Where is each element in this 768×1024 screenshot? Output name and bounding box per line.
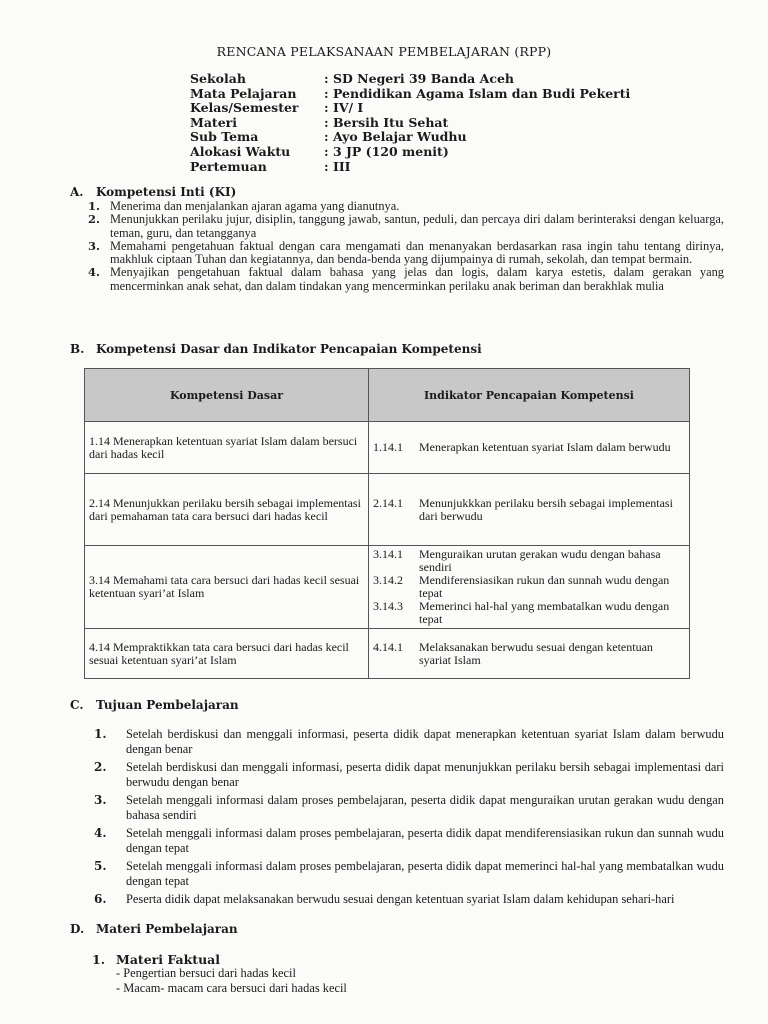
list-item	[94, 760, 724, 790]
list-item	[82, 240, 724, 267]
indicator-cell	[369, 629, 690, 679]
section-letter: A.	[70, 185, 84, 199]
identity-label: Kelas/Semester	[190, 100, 299, 116]
objectives-list	[94, 727, 724, 910]
section-b-heading	[70, 342, 482, 356]
indicator-code: 3.14.2	[373, 573, 403, 587]
document-title: RENCANA PELAKSANAAN PEMBELAJARAN (RPP)	[216, 44, 552, 59]
subsection-number: 1.	[92, 952, 106, 967]
kd-cell: 3.14 Memahami tata cara bersuci dari hadas kecil sesuai ketentuan syari’at Islam	[85, 546, 369, 629]
identity-label: Mata Pelajaran	[190, 85, 297, 101]
item-number: 4.	[94, 826, 107, 840]
column-header-indicator: Indikator Pencapaian Kompetensi	[369, 369, 690, 422]
indicator-line	[373, 574, 685, 600]
identity-row	[190, 116, 630, 131]
indicator-line	[373, 441, 685, 454]
ki-list	[82, 200, 724, 293]
kd-cell: 2.14 Menunjukkan perilaku bersih sebagai implementasi dari pemahaman tata cara bersuci dari hadas kecil	[85, 474, 369, 546]
identity-row	[190, 160, 630, 175]
item-number: 6.	[94, 892, 107, 906]
table-row	[85, 422, 690, 474]
indicator-code: 1.14.1	[373, 440, 403, 454]
table-row	[85, 629, 690, 679]
indicator-line	[373, 641, 685, 667]
identity-block	[190, 72, 630, 174]
list-item: - Pengertian bersuci dari hadas kecil	[116, 966, 296, 980]
list-item	[94, 892, 724, 907]
section-letter: C.	[70, 698, 84, 712]
item-number: 5.	[94, 859, 107, 873]
indicator-code: 2.14.1	[373, 495, 403, 510]
identity-value: : SD Negeri 39 Banda Aceh	[324, 71, 514, 86]
list-item: - Macam- macam cara bersuci dari hadas kecil	[116, 981, 347, 995]
identity-label: Sekolah	[190, 71, 246, 86]
indicator-text: Menerapkan ketentuan syariat Islam dalam berwudu	[419, 440, 671, 454]
item-text: Setelah menggali informasi dalam proses pembelajaran, peserta didik dapat menguraikan urutan gerakan wudu dengan bahasa sendiri	[126, 793, 724, 822]
indicator-line	[373, 600, 685, 626]
list-item	[82, 213, 724, 240]
item-number: 3.	[94, 793, 107, 807]
list-item	[82, 266, 724, 293]
item-text: Peserta didik dapat melaksanakan berwudu sesuai dengan ketentuan syariat Islam dalam kehidupan sehari-hari	[126, 892, 675, 906]
identity-row	[190, 145, 630, 160]
kd-cell: 1.14 Menerapkan ketentuan syariat Islam dalam bersuci dari hadas kecil	[85, 422, 369, 474]
item-number: 2.	[88, 212, 101, 227]
indicator-text: Mendiferensiasikan rukun dan sunnah wudu dengan tepat	[419, 573, 670, 600]
item-text: Setelah berdiskusi dan menggali informasi, peserta didik dapat menerapkan ketentuan syariat Islam dalam berwudu dengan benar	[126, 727, 724, 756]
identity-label: Materi	[190, 114, 237, 130]
list-item	[82, 200, 724, 213]
identity-label: Pertemuan	[190, 158, 267, 174]
item-text: Setelah menggali informasi dalam proses pembelajaran, peserta didik dapat mendiferensiasikan rukun dan sunnah wudu dengan tepat	[126, 826, 724, 855]
indicator-text: Menunjukkkan perilaku bersih sebagai implementasi dari berwudu	[419, 495, 673, 523]
identity-row	[190, 72, 630, 87]
item-text: Menerima dan menjalankan ajaran agama yang dianutnya.	[110, 199, 400, 213]
table-row	[85, 546, 690, 629]
section-letter: D.	[70, 922, 85, 936]
section-c-heading	[70, 698, 239, 712]
subsection-title: Materi Faktual	[116, 952, 221, 967]
indicator-code: 3.14.3	[373, 599, 403, 613]
list-item	[94, 793, 724, 823]
item-number: 1.	[88, 199, 101, 213]
item-number: 4.	[88, 265, 101, 280]
identity-value: : III	[324, 158, 351, 174]
indicator-cell	[369, 422, 690, 474]
competency-table	[84, 368, 690, 679]
identity-label: Alokasi Waktu	[190, 143, 291, 159]
section-title: Materi Pembelajaran	[96, 922, 238, 936]
item-text: Menunjukkan perilaku jujur, disiplin, tanggung jawab, santun, peduli, dan percaya diri dalam berinteraksi dengan keluarga, teman, guru, dan tetangganya	[110, 212, 724, 240]
indicator-line	[373, 497, 685, 523]
identity-value: : IV/ I	[324, 100, 364, 116]
item-text: Setelah menggali informasi dalam proses pembelajaran, peserta didik dapat memerinci hal-hal yang membatalkan wudu dengan tepat	[126, 859, 724, 888]
indicator-text: Melaksanakan berwudu sesuai dengan ketentuan syariat Islam	[419, 639, 653, 667]
identity-label: Sub Tema	[190, 129, 259, 145]
indicator-cell	[369, 474, 690, 546]
column-header-kd: Kompetensi Dasar	[85, 369, 369, 422]
list-item	[94, 859, 724, 889]
list-item	[94, 826, 724, 856]
section-title: Kompetensi Inti (KI)	[96, 185, 237, 199]
item-number: 2.	[94, 760, 107, 774]
section-title: Kompetensi Dasar dan Indikator Pencapaian Kompetensi	[96, 342, 482, 356]
identity-value: : 3 JP (120 menit)	[324, 143, 449, 159]
identity-value: : Bersih Itu Sehat	[324, 114, 449, 130]
section-title: Tujuan Pembelajaran	[96, 698, 239, 712]
item-text: Setelah berdiskusi dan menggali informasi, peserta didik dapat menunjukkan perilaku bersih sebagai implementasi dari berwudu dengan benar	[126, 760, 724, 789]
indicator-text: Menguraikan urutan gerakan wudu dengan bahasa sendiri	[419, 547, 661, 574]
kd-cell: 4.14 Mempraktikkan tata cara bersuci dari hadas kecil sesuai ketentuan syari’at Islam	[85, 629, 369, 679]
indicator-code: 3.14.1	[373, 547, 403, 561]
identity-row	[190, 130, 630, 145]
indicator-line	[373, 548, 685, 574]
table-header-row	[85, 369, 690, 422]
identity-row	[190, 101, 630, 116]
section-a-heading	[70, 185, 236, 199]
section-letter: B.	[70, 342, 85, 356]
table-row	[85, 474, 690, 546]
item-text: Memahami pengetahuan faktual dengan cara mengamati dan menanyakan berdasarkan rasa ingin tahu tentang dirinya, makhluk ciptaan Tuhan dan kegiatannya, dan benda-benda yang dijumpainya di rumah, sekolah, dan tempat bermain.	[110, 238, 724, 267]
identity-value: : Pendidikan Agama Islam dan Budi Pekerti	[324, 85, 631, 101]
section-d-heading	[70, 922, 238, 936]
item-number: 3.	[88, 238, 101, 253]
material-list	[116, 966, 347, 996]
subsection-heading	[92, 952, 220, 967]
item-text: Menyajikan pengetahuan faktual dalam bahasa yang jelas dan logis, dalam karya estetis, dalam gerakan yang mencerminkan anak sehat, dan dalam tindakan yang mencerminkan perilaku anak beriman dan berakhlak mulia	[110, 265, 724, 293]
identity-row	[190, 87, 630, 102]
identity-value: : Ayo Belajar Wudhu	[324, 129, 467, 145]
indicator-cell	[369, 546, 690, 629]
item-number: 1.	[94, 727, 107, 741]
list-item	[94, 727, 724, 757]
indicator-text: Memerinci hal-hal yang membatalkan wudu dengan tepat	[419, 599, 670, 626]
indicator-code: 4.14.1	[373, 639, 403, 654]
